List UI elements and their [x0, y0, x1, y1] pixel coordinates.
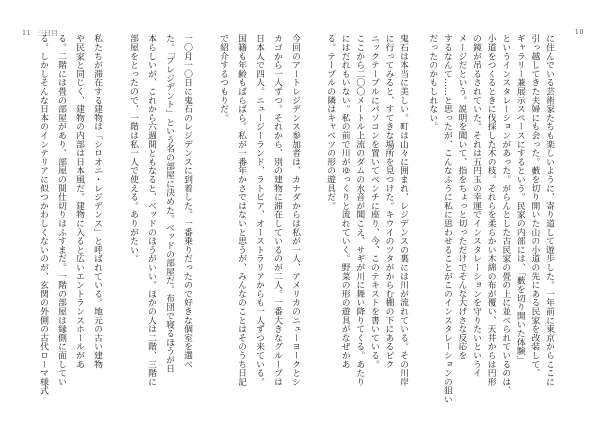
text-line: の鏡が吊るされていた。それは五円玉の幸運でインスタレーションを守りたいというイ — [471, 34, 482, 378]
text-line: る。テーブルの隣はキャベツの形の遊具だ。 — [325, 34, 336, 210]
text-line: ギャラリー兼展示スペースにするという。民家の内部には、「藪を切り開いた体験」 — [514, 34, 525, 364]
text-line: や民家と同じく、建物の内部は日本風だ。建物に入ると広いエントランスホールがあ — [74, 34, 84, 369]
text-line: ニックテーブルにパソコンを置いてベンチに座り、今、このテキストを書いている。 — [368, 34, 379, 369]
right-page — [300, 0, 600, 426]
page-number: 10 — [574, 28, 584, 36]
text-line: 一〇月一〇日に鬼石のレジデンスに到着した。一番乗りだったので好きな個室を選べ — [182, 34, 192, 369]
paragraph-break — [106, 34, 124, 412]
text-line: 本らしいが、これから六週間ともなると、ベッドのほうがいい。ほかの人は二階、三階に — [146, 34, 156, 386]
text-line: ここから二〇〇メートル上流のダムの水音が聞こえ、サギが川に舞い降りてくる。あたり — [354, 34, 365, 386]
left-page-body — [34, 34, 304, 412]
text-line: た。「プレジデント」という名の部屋に決めた。ベッドの部屋だ。布団で寝るほうが日 — [164, 34, 174, 373]
text-line: 私たちが滞在する建物は「シロオニ・レジデンス」と呼ばれている。地元の古い建物 — [92, 34, 102, 369]
paragraph-break — [196, 34, 214, 412]
text-line: 引っ越してきた夫婦にも会った。藪を切り開いた山の小道の先にある民家を改装して、 — [529, 34, 540, 378]
text-line: するなんて……と思ったが、こんなふうに私に思わせることがこのインスタレーションの狙い — [441, 34, 452, 404]
text-line: だったのかもしれない。 — [427, 34, 438, 131]
right-page-body — [323, 34, 557, 412]
text-line: 今回のアートレジデンス参加者は、カナダからは私が一人、アメリカのニューヨークとシ — [290, 34, 300, 386]
text-line: 小道をつくるときに伐採した木の枝。それらを柔らかい木綿の布が覆い、天井からは円形 — [485, 34, 496, 386]
text-line: る。二階には畳の部屋があり、部屋の間仕切りはふすまだ。一階の部屋は縁側に面してい — [56, 34, 66, 386]
text-line: というインスタレーションがあった。がらんとした古民家の畳の上に並べられているのは、 — [500, 34, 511, 395]
text-line: にはだれもいない。私の前で川がゆっくりと流れていく。野菜の形の遊具がなぜかあ — [339, 34, 350, 369]
paragraph-break — [410, 34, 425, 412]
text-line: メージだという。説明を聞いて、指をちょっと切っただけでそんな大げさな反応を — [456, 34, 467, 360]
page-number: 11 — [22, 29, 32, 37]
text-line: に行ってみると、すてきな場所を見つけた。キウイのツタがからむ棚の下にあるピク — [383, 34, 394, 369]
text-line: カゴから一人ずつ。それから、別の建物に滞在しているのが二人。一番大きなグループは — [272, 34, 282, 386]
text-line: 国籍も年齢もばらばら。私が一番年かさではないと思うが、みんなのことはそのうち日記 — [236, 34, 246, 386]
text-line: で紹介するつもりだ。 — [218, 34, 228, 122]
text-line: 鬼石は本当に美しい。町は山々に囲まれ、レジデンスの裏には川が流れている。その川岸 — [398, 34, 409, 386]
text-line: 日本人で四人。ニュージーランド、ラトビア、オーストラリアからも一人ずつ来ている。 — [254, 34, 264, 386]
running-head: 三日目 — [37, 29, 59, 37]
text-line: に住んでいる芸術家たちも楽しいように、寄り道して遊歩した。一年前に東京からここに — [544, 34, 554, 386]
right-page-header — [575, 28, 584, 36]
text-line: る。しかしそんな日本のインテリアに似つかわしくないのが、玄関の外側の古代ローマ様式 — [38, 34, 48, 395]
text-line: 部屋をとったので、一階は私一人で使える。ありがたい。 — [128, 34, 138, 263]
